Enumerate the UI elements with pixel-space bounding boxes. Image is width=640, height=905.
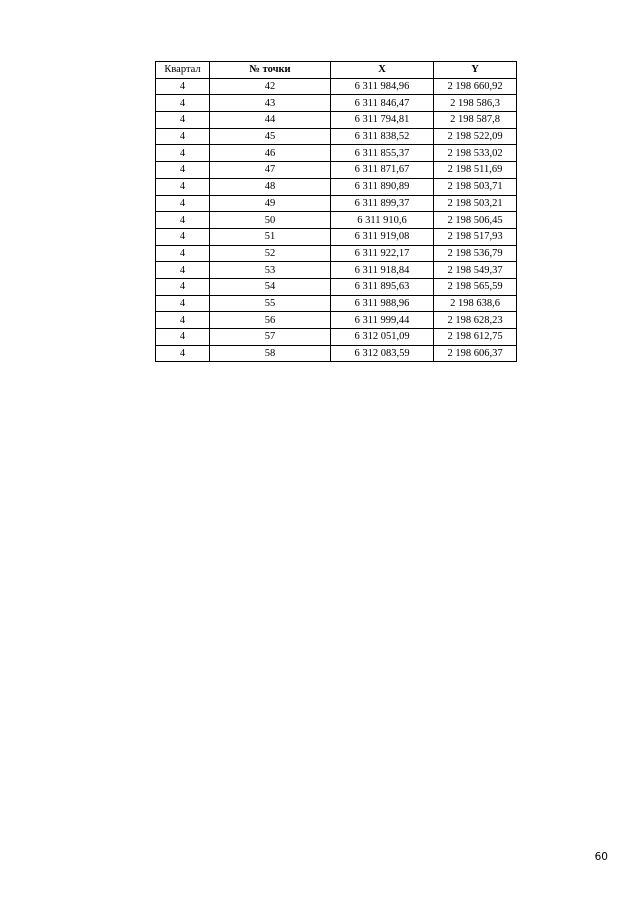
cell-x: 6 311 871,67 <box>331 162 434 179</box>
cell-quarter: 4 <box>156 262 210 279</box>
cell-x: 6 311 999,44 <box>331 312 434 329</box>
cell-quarter: 4 <box>156 95 210 112</box>
cell-quarter: 4 <box>156 112 210 129</box>
table-row <box>156 295 517 312</box>
header-point-number: № точки <box>210 62 331 79</box>
cell-point-number: 53 <box>210 262 331 279</box>
cell-y: 2 198 660,92 <box>434 78 517 95</box>
cell-x: 6 311 899,37 <box>331 195 434 212</box>
cell-quarter: 4 <box>156 178 210 195</box>
cell-point-number: 43 <box>210 95 331 112</box>
cell-y: 2 198 503,21 <box>434 195 517 212</box>
cell-quarter: 4 <box>156 212 210 229</box>
cell-y: 2 198 565,59 <box>434 278 517 295</box>
cell-quarter: 4 <box>156 195 210 212</box>
header-x: X <box>331 62 434 79</box>
cell-y: 2 198 587,8 <box>434 112 517 129</box>
table-row <box>156 128 517 145</box>
cell-point-number: 51 <box>210 228 331 245</box>
cell-x: 6 311 984,96 <box>331 78 434 95</box>
table-row <box>156 95 517 112</box>
cell-y: 2 198 503,71 <box>434 178 517 195</box>
cell-x: 6 312 051,09 <box>331 329 434 346</box>
cell-quarter: 4 <box>156 278 210 295</box>
cell-x: 6 312 083,59 <box>331 345 434 362</box>
cell-x: 6 311 855,37 <box>331 145 434 162</box>
cell-y: 2 198 549,37 <box>434 262 517 279</box>
cell-quarter: 4 <box>156 329 210 346</box>
table-row <box>156 228 517 245</box>
table-row <box>156 212 517 229</box>
table-row <box>156 329 517 346</box>
table-row <box>156 178 517 195</box>
cell-y: 2 198 606,37 <box>434 345 517 362</box>
cell-point-number: 44 <box>210 112 331 129</box>
table-row <box>156 112 517 129</box>
cell-x: 6 311 919,08 <box>331 228 434 245</box>
table-row <box>156 262 517 279</box>
table-row <box>156 345 517 362</box>
cell-y: 2 198 612,75 <box>434 329 517 346</box>
cell-x: 6 311 918,84 <box>331 262 434 279</box>
cell-y: 2 198 586,3 <box>434 95 517 112</box>
table-row <box>156 245 517 262</box>
table-row <box>156 145 517 162</box>
cell-point-number: 58 <box>210 345 331 362</box>
cell-point-number: 46 <box>210 145 331 162</box>
table-row <box>156 162 517 179</box>
cell-x: 6 311 895,63 <box>331 278 434 295</box>
cell-quarter: 4 <box>156 145 210 162</box>
cell-point-number: 49 <box>210 195 331 212</box>
cell-y: 2 198 638,6 <box>434 295 517 312</box>
cell-quarter: 4 <box>156 78 210 95</box>
cell-x: 6 311 910,6 <box>331 212 434 229</box>
cell-point-number: 50 <box>210 212 331 229</box>
page-number: 60 <box>594 851 608 863</box>
cell-quarter: 4 <box>156 245 210 262</box>
cell-y: 2 198 522,09 <box>434 128 517 145</box>
cell-quarter: 4 <box>156 295 210 312</box>
cell-quarter: 4 <box>156 345 210 362</box>
cell-x: 6 311 838,52 <box>331 128 434 145</box>
table-row <box>156 278 517 295</box>
cell-x: 6 311 794,81 <box>331 112 434 129</box>
table-body <box>156 78 517 362</box>
cell-y: 2 198 628,23 <box>434 312 517 329</box>
cell-point-number: 52 <box>210 245 331 262</box>
cell-x: 6 311 890,89 <box>331 178 434 195</box>
cell-quarter: 4 <box>156 162 210 179</box>
coordinates-table <box>155 61 517 362</box>
cell-point-number: 57 <box>210 329 331 346</box>
cell-x: 6 311 988,96 <box>331 295 434 312</box>
cell-y: 2 198 511,69 <box>434 162 517 179</box>
cell-y: 2 198 533,02 <box>434 145 517 162</box>
cell-point-number: 45 <box>210 128 331 145</box>
header-quarter: Квартал <box>156 62 210 79</box>
cell-quarter: 4 <box>156 228 210 245</box>
cell-point-number: 55 <box>210 295 331 312</box>
cell-y: 2 198 536,79 <box>434 245 517 262</box>
cell-x: 6 311 922,17 <box>331 245 434 262</box>
header-y: Y <box>434 62 517 79</box>
table-row <box>156 78 517 95</box>
cell-quarter: 4 <box>156 312 210 329</box>
table-row <box>156 312 517 329</box>
table-header-row <box>156 62 517 79</box>
cell-y: 2 198 506,45 <box>434 212 517 229</box>
cell-point-number: 54 <box>210 278 331 295</box>
cell-x: 6 311 846,47 <box>331 95 434 112</box>
cell-point-number: 47 <box>210 162 331 179</box>
cell-y: 2 198 517,93 <box>434 228 517 245</box>
cell-point-number: 56 <box>210 312 331 329</box>
cell-point-number: 48 <box>210 178 331 195</box>
table-row <box>156 195 517 212</box>
cell-quarter: 4 <box>156 128 210 145</box>
cell-point-number: 42 <box>210 78 331 95</box>
